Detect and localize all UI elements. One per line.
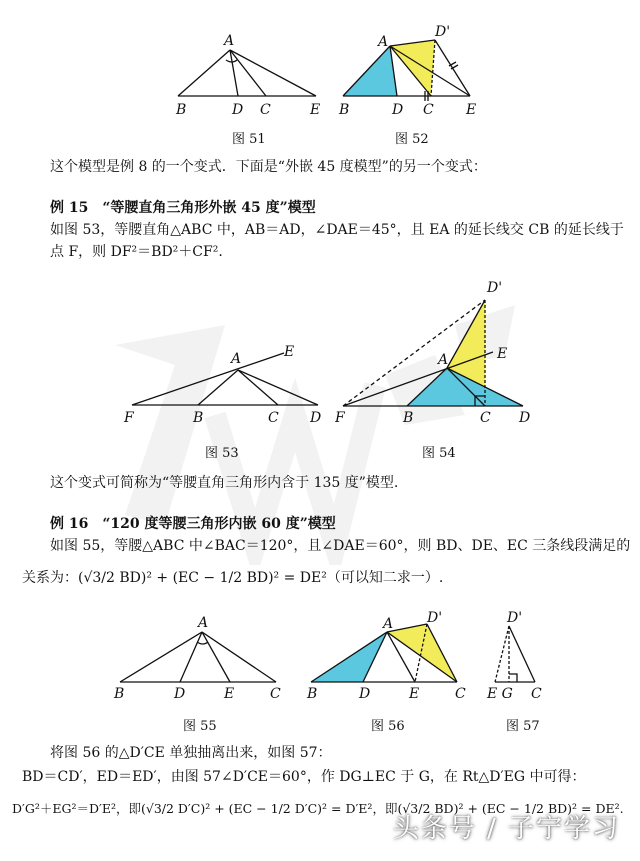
- fig54-label-dprime: D': [487, 280, 503, 296]
- example-16-line-2: 关系为：(√3/2 BD)² + (EC − 1/2 BD)² = DE²（可以知二求一）.: [22, 570, 444, 586]
- fig57-label-c: C: [531, 686, 542, 702]
- text-line-3: 将图 56 的△D′CE 单独抽离出来，如图 57：: [50, 745, 332, 761]
- example-15-line-2: 点 F，则 DF²＝BD²＋CF².: [50, 244, 223, 260]
- text-line-2: 这个变式可简称为“等腰直角三角形内含于 135 度”模型.: [50, 475, 399, 491]
- fig57-label-dprime: D': [507, 610, 523, 626]
- fig54-label-f: F: [335, 410, 345, 426]
- fig53-label-f: F: [124, 410, 134, 426]
- fig55-label-d: D: [174, 686, 186, 702]
- fig52-label-a: A: [378, 34, 389, 50]
- fig56-label-a: A: [383, 616, 394, 632]
- text-line-1: 这个模型是例 8 的一个变式．下面是“外嵌 45 度模型”的另一个变式：: [50, 159, 487, 175]
- example-15-title: 例 15 “等腰直角三角形外嵌 45 度”模型: [50, 200, 316, 216]
- figure-52: [335, 22, 495, 120]
- fig51-label-d: D: [232, 102, 244, 118]
- figure-53: [118, 340, 328, 430]
- figure-54: [335, 278, 540, 430]
- fig51-label-b: B: [176, 102, 187, 118]
- fig51-label-c: C: [260, 102, 271, 118]
- fig56-label-e: E: [409, 686, 420, 702]
- fig55-label-a: A: [198, 615, 209, 631]
- footer-watermark: 头条号 / 子宁学习: [392, 814, 620, 844]
- fig53-label-e: E: [284, 344, 295, 360]
- fig52-label-c: C: [423, 102, 434, 118]
- fig54-label-b: B: [403, 410, 414, 426]
- example-16-line-1: 如图 55，等腰△ABC 中∠BAC＝120°，且∠DAE＝60°，则 BD、DE、EC 三条线段满足的: [50, 538, 631, 554]
- fig52-label-b: B: [339, 102, 350, 118]
- fig56-label-c: C: [455, 686, 466, 702]
- fig52-label-dprime: D': [435, 24, 451, 40]
- fig53-label-c: C: [268, 410, 279, 426]
- fig56-label-b: B: [307, 686, 318, 702]
- fig54-label-e: E: [497, 346, 508, 362]
- fig53-label-d: D: [310, 410, 322, 426]
- figure-56-caption: 图 56: [371, 719, 405, 734]
- fig52-label-e: E: [466, 102, 477, 118]
- example-16-title: 例 16 “120 度等腰三角形内嵌 60 度”模型: [50, 516, 336, 532]
- fig54-label-c: C: [480, 410, 491, 426]
- figure-51: [170, 30, 330, 120]
- fig51-label-e: E: [310, 102, 321, 118]
- example-15-line-1: 如图 53，等腰直角△ABC 中，AB＝AD，∠DAE＝45°，且 EA 的延长线交 CB 的延长线于: [50, 222, 624, 238]
- fig53-label-b: B: [193, 410, 204, 426]
- figure-53-caption: 图 53: [205, 446, 239, 461]
- text-line-4: BD＝CD′，ED＝ED′，由图 57∠D′CE＝60°，作 DG⊥EC 于 G，在 Rt△D′EG 中可得：: [22, 769, 586, 785]
- fig54-label-a: A: [438, 352, 449, 368]
- fig53-label-a: A: [231, 351, 242, 367]
- fig57-label-eg: E G: [487, 686, 513, 702]
- figure-55-caption: 图 55: [183, 719, 217, 734]
- fig55-label-b: B: [114, 686, 125, 702]
- figure-51-caption: 图 51: [232, 132, 266, 147]
- figure-54-caption: 图 54: [422, 446, 456, 461]
- figure-55: [110, 614, 290, 704]
- fig54-label-d: D: [519, 410, 531, 426]
- fig52-label-d: D: [392, 102, 404, 118]
- figure-57: [485, 608, 555, 703]
- text-line-5: D′G²＋EG²＝D′E²，即(√3/2 D′C)² + (EC − 1/2 D′C)² = D′E²，即(√3/2 BD)² + (EC − 1/2 BD)² = DE².: [12, 801, 624, 816]
- figure-56: [305, 610, 475, 705]
- figure-57-caption: 图 57: [506, 719, 540, 734]
- fig51-label-a: A: [224, 33, 235, 49]
- fig56-label-d: D: [359, 686, 371, 702]
- fig55-label-e: E: [224, 686, 235, 702]
- fig56-label-dprime: D': [427, 610, 443, 626]
- figure-52-caption: 图 52: [395, 132, 429, 147]
- fig55-label-c: C: [270, 686, 281, 702]
